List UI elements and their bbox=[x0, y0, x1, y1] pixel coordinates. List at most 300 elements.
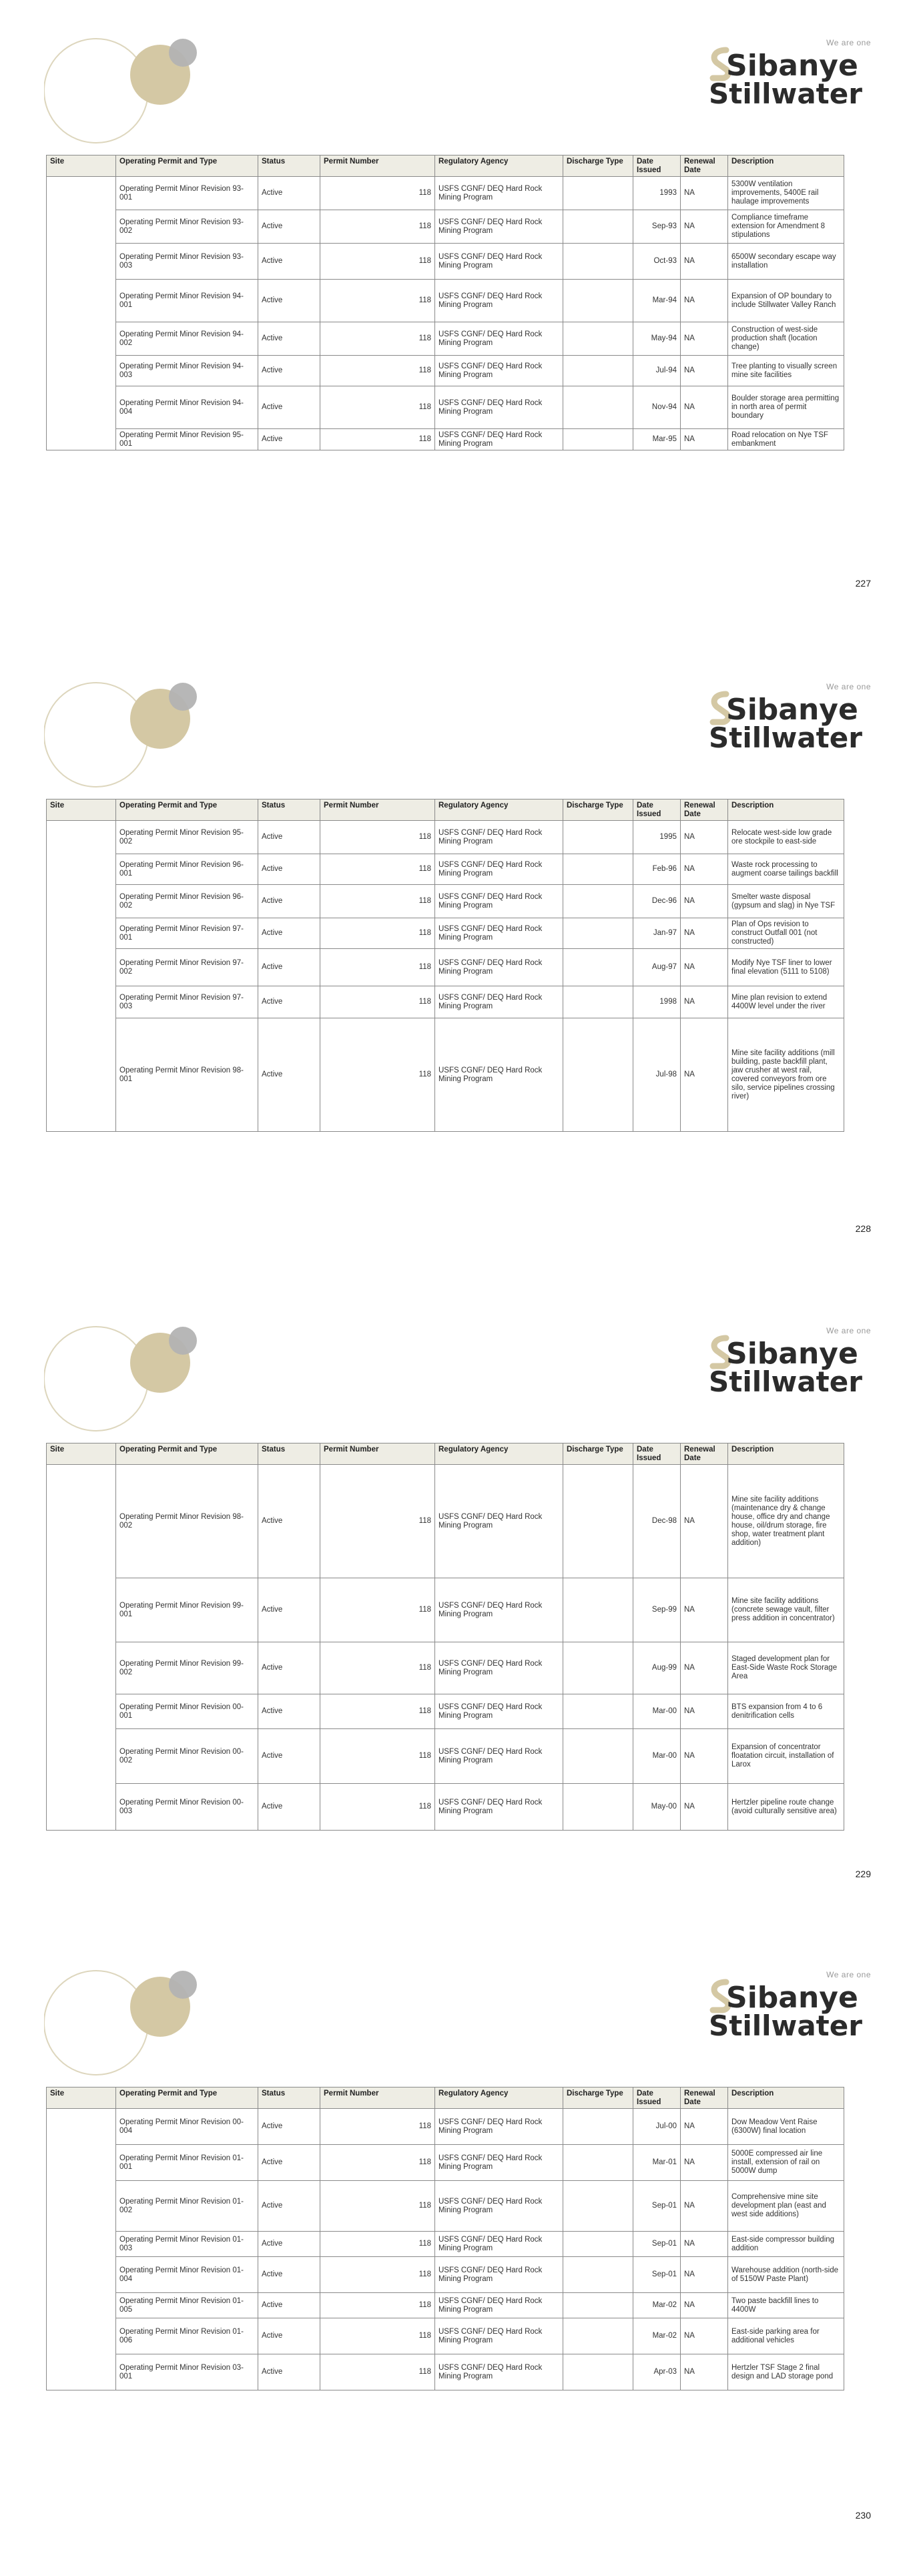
table-body bbox=[47, 821, 844, 1132]
cell-status: Active bbox=[258, 2318, 320, 2354]
cell-agency: USFS CGNF/ DEQ Hard Rock Mining Program bbox=[435, 177, 563, 210]
table-row bbox=[47, 210, 844, 244]
document-page bbox=[0, 1932, 911, 2576]
header-col-discharge: Discharge Type bbox=[563, 2087, 633, 2109]
cell-discharge bbox=[563, 2232, 633, 2257]
cell-status: Active bbox=[258, 854, 320, 885]
table-row bbox=[47, 821, 844, 854]
cell-discharge bbox=[563, 821, 633, 854]
header-col-date-issued: Date Issued bbox=[633, 799, 681, 821]
cell-status: Active bbox=[258, 986, 320, 1018]
site-cell bbox=[47, 2109, 116, 2390]
cell-discharge bbox=[563, 2354, 633, 2390]
cell-description: Compliance timeframe extension for Amendment 8 stipulations bbox=[728, 210, 844, 244]
cell-permit-number: 118 bbox=[320, 2318, 435, 2354]
cell-discharge bbox=[563, 2109, 633, 2145]
document-page bbox=[0, 1288, 911, 1932]
cell-renewal: NA bbox=[681, 244, 728, 280]
cell-description: Comprehensive mine site development plan (east and west side additions) bbox=[728, 2181, 844, 2232]
cell-date-issued: Sep-01 bbox=[633, 2232, 681, 2257]
cell-renewal: NA bbox=[681, 1018, 728, 1132]
table-row bbox=[47, 918, 844, 949]
header-col-status: Status bbox=[258, 799, 320, 821]
cell-description: Smelter waste disposal (gypsum and slag) in Nye TSF bbox=[728, 885, 844, 918]
cell-discharge bbox=[563, 949, 633, 986]
header-col-discharge: Discharge Type bbox=[563, 1443, 633, 1465]
cell-permit-type: Operating Permit Minor Revision 93-001 bbox=[116, 177, 258, 210]
cell-description: East-side parking area for additional vehicles bbox=[728, 2318, 844, 2354]
cell-discharge bbox=[563, 986, 633, 1018]
cell-description: Tree planting to visually screen mine site facilities bbox=[728, 356, 844, 386]
cell-date-issued: Mar-02 bbox=[633, 2318, 681, 2354]
cell-permit-type: Operating Permit Minor Revision 97-002 bbox=[116, 949, 258, 986]
cell-date-issued: Mar-00 bbox=[633, 1729, 681, 1784]
cell-permit-type: Operating Permit Minor Revision 01-001 bbox=[116, 2145, 258, 2181]
cell-status: Active bbox=[258, 1578, 320, 1642]
cell-permit-number: 118 bbox=[320, 1578, 435, 1642]
cell-agency: USFS CGNF/ DEQ Hard Rock Mining Program bbox=[435, 386, 563, 429]
cell-renewal: NA bbox=[681, 986, 728, 1018]
table-header-row bbox=[47, 1443, 844, 1465]
header-col-permit-type: Operating Permit and Type bbox=[116, 155, 258, 177]
cell-permit-type: Operating Permit Minor Revision 98-001 bbox=[116, 1018, 258, 1132]
cell-permit-type: Operating Permit Minor Revision 97-003 bbox=[116, 986, 258, 1018]
cell-status: Active bbox=[258, 1642, 320, 1694]
cell-agency: USFS CGNF/ DEQ Hard Rock Mining Program bbox=[435, 885, 563, 918]
cell-permit-number: 118 bbox=[320, 2145, 435, 2181]
decorative-circles-graphic bbox=[44, 1969, 204, 2083]
cell-renewal: NA bbox=[681, 2257, 728, 2293]
cell-status: Active bbox=[258, 386, 320, 429]
logo-line-2: Stillwater bbox=[709, 2009, 862, 2038]
cell-date-issued: Aug-97 bbox=[633, 949, 681, 986]
cell-renewal: NA bbox=[681, 1578, 728, 1642]
cell-permit-number: 118 bbox=[320, 2354, 435, 2390]
cell-renewal: NA bbox=[681, 2354, 728, 2390]
table-row bbox=[47, 280, 844, 322]
table-body bbox=[47, 2109, 844, 2390]
header-col-renewal: Renewal Date bbox=[681, 1443, 728, 1465]
cell-date-issued: 1995 bbox=[633, 821, 681, 854]
cell-permit-number: 118 bbox=[320, 986, 435, 1018]
cell-agency: USFS CGNF/ DEQ Hard Rock Mining Program bbox=[435, 2293, 563, 2318]
cell-permit-type: Operating Permit Minor Revision 01-006 bbox=[116, 2318, 258, 2354]
cell-permit-number: 118 bbox=[320, 1694, 435, 1729]
cell-date-issued: 1993 bbox=[633, 177, 681, 210]
cell-date-issued: Nov-94 bbox=[633, 386, 681, 429]
header-col-renewal: Renewal Date bbox=[681, 155, 728, 177]
cell-renewal: NA bbox=[681, 2232, 728, 2257]
cell-permit-number: 118 bbox=[320, 2109, 435, 2145]
cell-description: Hertzler pipeline route change (avoid culturally sensitive area) bbox=[728, 1784, 844, 1831]
table-row bbox=[47, 2293, 844, 2318]
header-col-permit-type: Operating Permit and Type bbox=[116, 2087, 258, 2109]
table-row bbox=[47, 244, 844, 280]
cell-description: East-side compressor building addition bbox=[728, 2232, 844, 2257]
cell-date-issued: May-00 bbox=[633, 1784, 681, 1831]
cell-permit-type: Operating Permit Minor Revision 95-002 bbox=[116, 821, 258, 854]
logo-line-2: Stillwater bbox=[709, 721, 862, 750]
cell-description: BTS expansion from 4 to 6 denitrification cells bbox=[728, 1694, 844, 1729]
header-col-site: Site bbox=[47, 799, 116, 821]
cell-discharge bbox=[563, 210, 633, 244]
site-cell bbox=[47, 821, 116, 1132]
cell-date-issued: Jul-98 bbox=[633, 1018, 681, 1132]
cell-agency: USFS CGNF/ DEQ Hard Rock Mining Program bbox=[435, 1642, 563, 1694]
cell-date-issued: Feb-96 bbox=[633, 854, 681, 885]
table-row bbox=[47, 356, 844, 386]
cell-status: Active bbox=[258, 210, 320, 244]
cell-renewal: NA bbox=[681, 2145, 728, 2181]
cell-discharge bbox=[563, 2181, 633, 2232]
cell-discharge bbox=[563, 429, 633, 450]
cell-status: Active bbox=[258, 1465, 320, 1578]
cell-renewal: NA bbox=[681, 177, 728, 210]
cell-status: Active bbox=[258, 2293, 320, 2318]
cell-discharge bbox=[563, 854, 633, 885]
header-col-agency: Regulatory Agency bbox=[435, 799, 563, 821]
decorative-circles-graphic bbox=[44, 681, 204, 795]
cell-permit-type: Operating Permit Minor Revision 00-003 bbox=[116, 1784, 258, 1831]
table-row bbox=[47, 885, 844, 918]
cell-renewal: NA bbox=[681, 322, 728, 356]
cell-discharge bbox=[563, 2145, 633, 2181]
cell-renewal: NA bbox=[681, 949, 728, 986]
cell-renewal: NA bbox=[681, 821, 728, 854]
header-col-permit-number: Permit Number bbox=[320, 155, 435, 177]
cell-discharge bbox=[563, 2318, 633, 2354]
cell-renewal: NA bbox=[681, 1465, 728, 1578]
logo-tagline: We are one bbox=[826, 1970, 871, 1979]
header-col-permit-type: Operating Permit and Type bbox=[116, 799, 258, 821]
cell-permit-type: Operating Permit Minor Revision 01-003 bbox=[116, 2232, 258, 2257]
cell-description: Road relocation on Nye TSF embankment bbox=[728, 429, 844, 450]
cell-date-issued: Aug-99 bbox=[633, 1642, 681, 1694]
header-col-description: Description bbox=[728, 2087, 844, 2109]
cell-date-issued: Sep-01 bbox=[633, 2257, 681, 2293]
cell-date-issued: Jul-94 bbox=[633, 356, 681, 386]
cell-renewal: NA bbox=[681, 918, 728, 949]
cell-permit-type: Operating Permit Minor Revision 96-002 bbox=[116, 885, 258, 918]
cell-date-issued: May-94 bbox=[633, 322, 681, 356]
cell-permit-number: 118 bbox=[320, 429, 435, 450]
cell-permit-type: Operating Permit Minor Revision 93-002 bbox=[116, 210, 258, 244]
cell-permit-type: Operating Permit Minor Revision 98-002 bbox=[116, 1465, 258, 1578]
cell-permit-type: Operating Permit Minor Revision 94-002 bbox=[116, 322, 258, 356]
cell-permit-type: Operating Permit Minor Revision 03-001 bbox=[116, 2354, 258, 2390]
cell-agency: USFS CGNF/ DEQ Hard Rock Mining Program bbox=[435, 2145, 563, 2181]
cell-permit-number: 118 bbox=[320, 1018, 435, 1132]
company-logo bbox=[707, 1969, 871, 2038]
outline-circle bbox=[44, 39, 148, 143]
outline-circle bbox=[44, 1971, 148, 2075]
cell-date-issued: Oct-93 bbox=[633, 244, 681, 280]
cell-permit-type: Operating Permit Minor Revision 97-001 bbox=[116, 918, 258, 949]
cell-status: Active bbox=[258, 2232, 320, 2257]
cell-agency: USFS CGNF/ DEQ Hard Rock Mining Program bbox=[435, 2354, 563, 2390]
cell-discharge bbox=[563, 244, 633, 280]
cell-date-issued: 1998 bbox=[633, 986, 681, 1018]
logo-line-1: Sibanye bbox=[726, 1981, 858, 2015]
cell-status: Active bbox=[258, 1694, 320, 1729]
header-col-agency: Regulatory Agency bbox=[435, 1443, 563, 1465]
logo-tagline: We are one bbox=[826, 38, 871, 47]
header-col-site: Site bbox=[47, 155, 116, 177]
cell-renewal: NA bbox=[681, 2109, 728, 2145]
cell-agency: USFS CGNF/ DEQ Hard Rock Mining Program bbox=[435, 244, 563, 280]
cell-permit-number: 118 bbox=[320, 1642, 435, 1694]
outline-circle bbox=[44, 683, 148, 787]
cell-description: 5300W ventilation improvements, 5400E rail haulage improvements bbox=[728, 177, 844, 210]
cell-agency: USFS CGNF/ DEQ Hard Rock Mining Program bbox=[435, 2318, 563, 2354]
table-row bbox=[47, 2232, 844, 2257]
cell-description: Modify Nye TSF liner to lower final elevation (5111 to 5108) bbox=[728, 949, 844, 986]
cell-permit-type: Operating Permit Minor Revision 99-002 bbox=[116, 1642, 258, 1694]
cell-permit-number: 118 bbox=[320, 2232, 435, 2257]
cell-permit-number: 118 bbox=[320, 2293, 435, 2318]
cell-renewal: NA bbox=[681, 2181, 728, 2232]
cell-description: Relocate west-side low grade ore stockpile to east-side bbox=[728, 821, 844, 854]
cell-description: Mine plan revision to extend 4400W level under the river bbox=[728, 986, 844, 1018]
cell-date-issued: Dec-96 bbox=[633, 885, 681, 918]
cell-status: Active bbox=[258, 885, 320, 918]
table-row bbox=[47, 2109, 844, 2145]
cell-date-issued: Mar-95 bbox=[633, 429, 681, 450]
table-header-row bbox=[47, 799, 844, 821]
cell-renewal: NA bbox=[681, 1784, 728, 1831]
cell-agency: USFS CGNF/ DEQ Hard Rock Mining Program bbox=[435, 322, 563, 356]
table-body bbox=[47, 1465, 844, 1831]
logo-tagline: We are one bbox=[826, 682, 871, 691]
cell-renewal: NA bbox=[681, 210, 728, 244]
cell-agency: USFS CGNF/ DEQ Hard Rock Mining Program bbox=[435, 1578, 563, 1642]
cell-description: Warehouse addition (north-side of 5150W Paste Plant) bbox=[728, 2257, 844, 2293]
cell-permit-number: 118 bbox=[320, 854, 435, 885]
cell-date-issued: Mar-00 bbox=[633, 1694, 681, 1729]
cell-status: Active bbox=[258, 429, 320, 450]
cell-description: Mine site facility additions (concrete sewage vault, filter press addition in concentrator) bbox=[728, 1578, 844, 1642]
cell-permit-type: Operating Permit Minor Revision 95-001 bbox=[116, 429, 258, 450]
cell-permit-number: 118 bbox=[320, 177, 435, 210]
cell-permit-number: 118 bbox=[320, 244, 435, 280]
header-col-permit-number: Permit Number bbox=[320, 799, 435, 821]
cell-status: Active bbox=[258, 356, 320, 386]
table-row bbox=[47, 1729, 844, 1784]
cell-permit-type: Operating Permit Minor Revision 99-001 bbox=[116, 1578, 258, 1642]
cell-permit-number: 118 bbox=[320, 322, 435, 356]
cell-date-issued: Sep-93 bbox=[633, 210, 681, 244]
table-header-row bbox=[47, 2087, 844, 2109]
document-page bbox=[0, 0, 911, 644]
page-number: 229 bbox=[855, 1869, 871, 1879]
cell-date-issued: Mar-01 bbox=[633, 2145, 681, 2181]
header-col-permit-number: Permit Number bbox=[320, 2087, 435, 2109]
cell-status: Active bbox=[258, 2109, 320, 2145]
cell-description: Staged development plan for East-Side Waste Rock Storage Area bbox=[728, 1642, 844, 1694]
cell-status: Active bbox=[258, 1784, 320, 1831]
cell-renewal: NA bbox=[681, 429, 728, 450]
cell-agency: USFS CGNF/ DEQ Hard Rock Mining Program bbox=[435, 2109, 563, 2145]
grey-circle bbox=[169, 39, 197, 67]
cell-permit-type: Operating Permit Minor Revision 94-003 bbox=[116, 356, 258, 386]
cell-description: Waste rock processing to augment coarse tailings backfill bbox=[728, 854, 844, 885]
cell-renewal: NA bbox=[681, 280, 728, 322]
cell-status: Active bbox=[258, 2181, 320, 2232]
header-col-agency: Regulatory Agency bbox=[435, 2087, 563, 2109]
table-row bbox=[47, 2181, 844, 2232]
logo-tagline: We are one bbox=[826, 1326, 871, 1335]
cell-permit-type: Operating Permit Minor Revision 00-004 bbox=[116, 2109, 258, 2145]
cell-discharge bbox=[563, 2293, 633, 2318]
page-number: 230 bbox=[855, 2510, 871, 2521]
header-col-discharge: Discharge Type bbox=[563, 799, 633, 821]
header-col-status: Status bbox=[258, 155, 320, 177]
cell-agency: USFS CGNF/ DEQ Hard Rock Mining Program bbox=[435, 429, 563, 450]
permits-table bbox=[46, 2087, 844, 2390]
cell-discharge bbox=[563, 1729, 633, 1784]
cell-discharge bbox=[563, 1642, 633, 1694]
cell-status: Active bbox=[258, 244, 320, 280]
cell-permit-number: 118 bbox=[320, 356, 435, 386]
cell-renewal: NA bbox=[681, 2318, 728, 2354]
cell-agency: USFS CGNF/ DEQ Hard Rock Mining Program bbox=[435, 1784, 563, 1831]
cell-permit-type: Operating Permit Minor Revision 93-003 bbox=[116, 244, 258, 280]
header-col-renewal: Renewal Date bbox=[681, 799, 728, 821]
header-col-permit-number: Permit Number bbox=[320, 1443, 435, 1465]
cell-date-issued: Mar-94 bbox=[633, 280, 681, 322]
cell-status: Active bbox=[258, 821, 320, 854]
cell-agency: USFS CGNF/ DEQ Hard Rock Mining Program bbox=[435, 1018, 563, 1132]
table-row bbox=[47, 386, 844, 429]
logo-line-2: Stillwater bbox=[709, 1365, 862, 1394]
table-row bbox=[47, 2354, 844, 2390]
cell-permit-type: Operating Permit Minor Revision 01-002 bbox=[116, 2181, 258, 2232]
site-cell bbox=[47, 1465, 116, 1831]
cell-permit-type: Operating Permit Minor Revision 94-001 bbox=[116, 280, 258, 322]
cell-permit-type: Operating Permit Minor Revision 01-005 bbox=[116, 2293, 258, 2318]
header-col-permit-type: Operating Permit and Type bbox=[116, 1443, 258, 1465]
cell-description: Mine site facility additions (mill building, paste backfill plant, jaw crusher at west rail, covered conveyors from ore silo, service pipelines crossing river) bbox=[728, 1018, 844, 1132]
table-row bbox=[47, 986, 844, 1018]
cell-agency: USFS CGNF/ DEQ Hard Rock Mining Program bbox=[435, 1729, 563, 1784]
cell-discharge bbox=[563, 1784, 633, 1831]
cell-agency: USFS CGNF/ DEQ Hard Rock Mining Program bbox=[435, 918, 563, 949]
logo-line-1: Sibanye bbox=[726, 1337, 858, 1371]
cell-permit-number: 118 bbox=[320, 1784, 435, 1831]
header-col-date-issued: Date Issued bbox=[633, 155, 681, 177]
permits-table bbox=[46, 799, 844, 1132]
table-row bbox=[47, 177, 844, 210]
cell-permit-number: 118 bbox=[320, 2181, 435, 2232]
site-cell bbox=[47, 177, 116, 450]
cell-description: Two paste backfill lines to 4400W bbox=[728, 2293, 844, 2318]
header-col-date-issued: Date Issued bbox=[633, 1443, 681, 1465]
cell-permit-type: Operating Permit Minor Revision 00-002 bbox=[116, 1729, 258, 1784]
cell-discharge bbox=[563, 1018, 633, 1132]
table-row bbox=[47, 429, 844, 450]
table-row bbox=[47, 1784, 844, 1831]
cell-permit-number: 118 bbox=[320, 210, 435, 244]
table-row bbox=[47, 322, 844, 356]
cell-description: Construction of west-side production shaft (location change) bbox=[728, 322, 844, 356]
cell-description: Boulder storage area permitting in north area of permit boundary bbox=[728, 386, 844, 429]
table-row bbox=[47, 949, 844, 986]
grey-circle bbox=[169, 1971, 197, 1999]
cell-permit-number: 118 bbox=[320, 949, 435, 986]
cell-date-issued: Sep-99 bbox=[633, 1578, 681, 1642]
table-row bbox=[47, 1694, 844, 1729]
cell-permit-number: 118 bbox=[320, 1729, 435, 1784]
cell-renewal: NA bbox=[681, 356, 728, 386]
cell-status: Active bbox=[258, 1018, 320, 1132]
cell-status: Active bbox=[258, 322, 320, 356]
grey-circle bbox=[169, 683, 197, 711]
cell-permit-type: Operating Permit Minor Revision 94-004 bbox=[116, 386, 258, 429]
company-logo bbox=[707, 37, 871, 106]
cell-status: Active bbox=[258, 2257, 320, 2293]
cell-agency: USFS CGNF/ DEQ Hard Rock Mining Program bbox=[435, 986, 563, 1018]
table-row bbox=[47, 1465, 844, 1578]
cell-discharge bbox=[563, 2257, 633, 2293]
cell-date-issued: Mar-02 bbox=[633, 2293, 681, 2318]
outline-circle bbox=[44, 1327, 148, 1431]
cell-description: 6500W secondary escape way installation bbox=[728, 244, 844, 280]
cell-status: Active bbox=[258, 280, 320, 322]
cell-status: Active bbox=[258, 949, 320, 986]
cell-agency: USFS CGNF/ DEQ Hard Rock Mining Program bbox=[435, 1694, 563, 1729]
table-row bbox=[47, 1642, 844, 1694]
cell-discharge bbox=[563, 386, 633, 429]
table-row bbox=[47, 2257, 844, 2293]
cell-renewal: NA bbox=[681, 386, 728, 429]
cell-date-issued: Dec-98 bbox=[633, 1465, 681, 1578]
cell-renewal: NA bbox=[681, 1729, 728, 1784]
table-row bbox=[47, 2318, 844, 2354]
document-page bbox=[0, 644, 911, 1288]
header-col-description: Description bbox=[728, 1443, 844, 1465]
cell-agency: USFS CGNF/ DEQ Hard Rock Mining Program bbox=[435, 1465, 563, 1578]
page-number: 228 bbox=[855, 1223, 871, 1234]
header-col-description: Description bbox=[728, 799, 844, 821]
cell-permit-number: 118 bbox=[320, 1465, 435, 1578]
cell-renewal: NA bbox=[681, 885, 728, 918]
cell-agency: USFS CGNF/ DEQ Hard Rock Mining Program bbox=[435, 210, 563, 244]
cell-discharge bbox=[563, 280, 633, 322]
cell-permit-type: Operating Permit Minor Revision 96-001 bbox=[116, 854, 258, 885]
cell-permit-type: Operating Permit Minor Revision 00-001 bbox=[116, 1694, 258, 1729]
cell-description: Mine site facility additions (maintenance dry & change house, office dry and change house, oil/drum storage, fire shop, water treatment plant addition) bbox=[728, 1465, 844, 1578]
table-row bbox=[47, 1018, 844, 1132]
cell-agency: USFS CGNF/ DEQ Hard Rock Mining Program bbox=[435, 356, 563, 386]
table-row bbox=[47, 854, 844, 885]
header-col-status: Status bbox=[258, 2087, 320, 2109]
decorative-circles-graphic bbox=[44, 37, 204, 151]
header-col-discharge: Discharge Type bbox=[563, 155, 633, 177]
header-col-description: Description bbox=[728, 155, 844, 177]
cell-description: Dow Meadow Vent Raise (6300W) final location bbox=[728, 2109, 844, 2145]
cell-discharge bbox=[563, 177, 633, 210]
cell-description: Expansion of concentrator floatation circuit, installation of Larox bbox=[728, 1729, 844, 1784]
cell-discharge bbox=[563, 356, 633, 386]
cell-permit-number: 118 bbox=[320, 386, 435, 429]
decorative-circles-graphic bbox=[44, 1325, 204, 1439]
table-row bbox=[47, 1578, 844, 1642]
company-logo bbox=[707, 681, 871, 750]
cell-description: Expansion of OP boundary to include Stillwater Valley Ranch bbox=[728, 280, 844, 322]
cell-date-issued: Apr-03 bbox=[633, 2354, 681, 2390]
cell-permit-number: 118 bbox=[320, 2257, 435, 2293]
header-col-renewal: Renewal Date bbox=[681, 2087, 728, 2109]
